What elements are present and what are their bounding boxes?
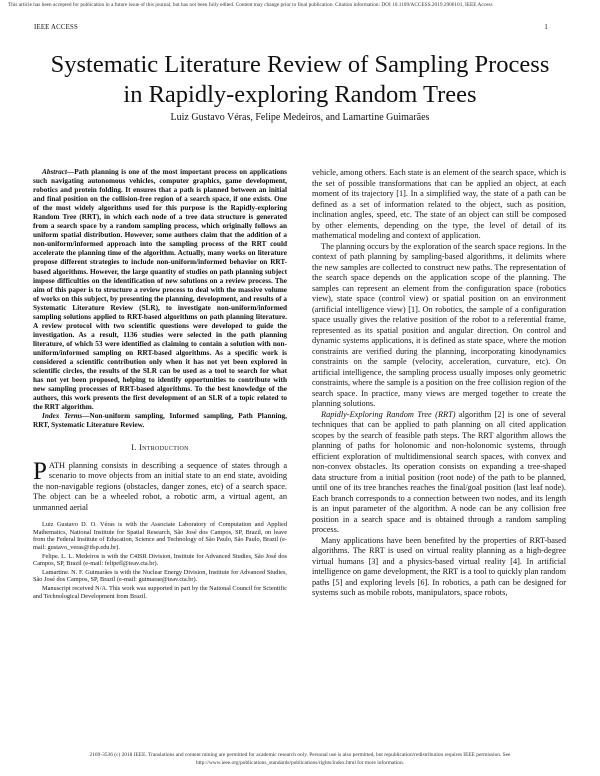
left-column: [33, 168, 287, 601]
right-column: [312, 168, 566, 599]
section-title: Introduction: [139, 443, 189, 453]
footnote-author-1: Luiz Gustavo D. O. Véras is with the Associate Laboratory of Computation and Applied Mathematics, National Institute for Spatial Research, São José dos Campos, SP, Brazil, on leave from the Federal Institute of Education, Science and Technology of São Paulo, São Paulo, Brazil (e-mail: gustavo_veras@ifsp.edu.br).: [33, 521, 287, 551]
paper-title: Systematic Literature Review of Sampling Process in Rapidly-exploring Random Trees: [50, 51, 550, 108]
abstract: [33, 168, 287, 412]
copyright-line-2[interactable]: http://www.ieee.org/publications_standards/publications/rights/index.html for more information.: [195, 759, 405, 766]
index-terms: [33, 412, 287, 430]
section-heading-introduction: [33, 443, 287, 453]
drop-cap: P: [33, 457, 47, 485]
abstract-label: Abstract: [42, 168, 67, 176]
footnote-manuscript: Manuscript received N/A. This work was supported in part by the National Council for Scientific and Technological Development from Brazil.: [33, 584, 287, 600]
introduction-body: [33, 457, 287, 514]
footnotes: [33, 521, 287, 600]
footnote-author-2: Felipe. L. L. Medeiros is with the C4ISR Division, Institute for Advanced Studies, São José dos Campos, SP, Brazil (e-mail: felipefl@ieav.cta.br).: [33, 552, 287, 568]
copyright-line-1: 2169-3536 (c) 2018 IEEE. Translations and content mining are permitted for academic research only. Personal use is also permitted, but republication/redistribution requires IEEE permission. See: [89, 752, 511, 758]
intro-paragraph-text: ATH planning consists in describing a sequence of states through a scenario to move objects from an initial state to an end state, avoiding the non-navigable regions (obstacles, danger zones, etc) of a search space. The object can be a wheeled robot, a robotic arm, a virtual agent, an unmanned aerial: [33, 460, 287, 512]
running-head: [34, 24, 548, 31]
rrt-term: Rapidly-Exploring Random Tree (RRT): [321, 409, 456, 419]
body-paragraph-2: The planning occurs by the exploration of the search space regions. In the context of path planning by sampling-based algorithms, it delimits where the new samples are collected to construct new paths. The representation of the search space depends on the application scope of the planning. The samples can represent an element from the configuration space (robotics view), state space (control view) or spatial position on an environment (artificial intelligence view) [1]. On robotics, the sample of a configuration space usually gives the relative position of the robot to a referential frame, represented as its spatial position and angular direction. On control and dynamic systems applications, it is defined as state space, where the motion constraints are verified during the planning, incorporating kinodynamics constraints on the sample (velocity, acceleration, curvature, etc). On artificial intelligence, the sampling process usually imposes only geometric constraints, where the sample is a position on the free collision region of the search space. In practice, many views are merged together to create the planning solutions.: [312, 241, 566, 408]
copyright-notice: [33, 752, 567, 767]
journal-name: IEEE ACCESS: [34, 24, 78, 31]
body-paragraph-3: [312, 410, 566, 536]
intro-paragraph: [33, 457, 287, 514]
index-terms-label: Index Terms: [42, 412, 83, 421]
body-paragraph-4: Many applications have been benefited by the properties of RRT-based algorithms. The RRT is used on virtual reality planning as a high-degree virtual humans [3] and a physics-based virtual reality [4]. In artificial intelligence on game development, the RRT is a tool to quickly plan random paths [5] and exploring levels [6]. In robotics, a path can be designed for systems such as mobile robots, manipulators, space robots,: [312, 535, 566, 597]
footnote-author-3: Lamartine. N. F. Guimarães is with the Nuclear Energy Division, Institute for Advanced Studies, São José dos Campos, SP, Brazil (e-mail: guimarae@ieav.cta.br).: [33, 568, 287, 584]
author-list: Luiz Gustavo Véras, Felipe Medeiros, and Lamartine Guimarães: [170, 112, 430, 123]
page-number: 1: [544, 24, 548, 31]
abstract-text: —Path planning is one of the most important process on applications such navigating autonomous vehicles, computer graphics, game development, robotics and protein folding. It ensures that a path is planned between an initial and final position on the collision-free region of a search space, if one exists. One of the most widely algorithms used for this purpose is the Rapidly-exploring Random Tree (RRT), in which each node of a tree data structure is generated from a search space by a random sampling process, which originally follows an uniform spatial distribution. However, some authors claim that the addition of a non-uniform/informed approach into the sampling process of the RRT could accelerate the planning time of the algorithm. Actually, many works on literature propose different strategies to include non-uniform/informed behavior on RRT-based algorithms. However, the large quantity of studies on path planning subject impose difficulties on the identification of new solutions on a review process. The aim of this paper is to structure a review process to deal with the massive volume of works on this subject, by presenting the planning, development, and results of a Systematic Literature Review (SLR), to investigate non-uniform/informed sampling solutions applied to RRT-based algorithms on path planning literature. A review protocol with two scientific questions were developed to guide the investigation. As a result, 1136 studies were selected in the path planning literature, of which 53 were identified as claiming to contain a solution with non-uniform/informed sampling on RRT-based algorithms. As a specific work is considered a scientific contribution only when it has not yet been explored in scientific circles, the results of the SLR can be used as a tool to search for what has not yet been proposed, helping to identify opportunities to contribute with new sampling processes of RRT-based algorithms. To the best knowledge of the authors, this work presents the first development of an SLR of a topic related to the RRT algorithm.: [33, 168, 287, 412]
acceptance-notice: This article has been accepted for publication in a future issue of this journal, but has not been fully edited. Content may change prior to final publication. Citation information: DOI 10.1109/ACCESS.2019.2906101, IEEE Access: [8, 2, 493, 8]
section-numeral: I.: [131, 443, 137, 453]
index-terms-text: —Non-uniform sampling, Informed sampling, Path Planning, RRT, Systematic Literature Review.: [33, 412, 287, 430]
body-paragraph-3-text: algorithm [2] is one of several techniques that can be applied to path planning on all cited application scopes by the search of feasible path steps. The RRT algorithm allows the planning of paths for holonomic and non-holonomic systems, through efficient exploration of multidimensional search spaces, with convex and non-convex obstacles. Its operation consists on expanding a tree-shaped data structure from a initial position (root node) of the path to be planned, until one of its tree branches reaches the final/goal position (last leaf node). Each branch corresponds to a connection between two nodes, and its length is an input parameter of the algorithm. A node can be any collision free position in a search space and is obtained through a random sampling process.: [312, 409, 566, 534]
body-paragraph-1: vehicle, among others. Each state is an element of the search space, which is the set of possible transformations that can be applied an object, at each moment of its trajectory [1]. In a simplified way, the state of a path can be defined as a set of information related to the object, such as position, inclination angles, speed, etc. The state of an object can still be composed by other elements, depending on the type, the level of detail of its mathematical modeling and context of application.: [312, 168, 566, 240]
